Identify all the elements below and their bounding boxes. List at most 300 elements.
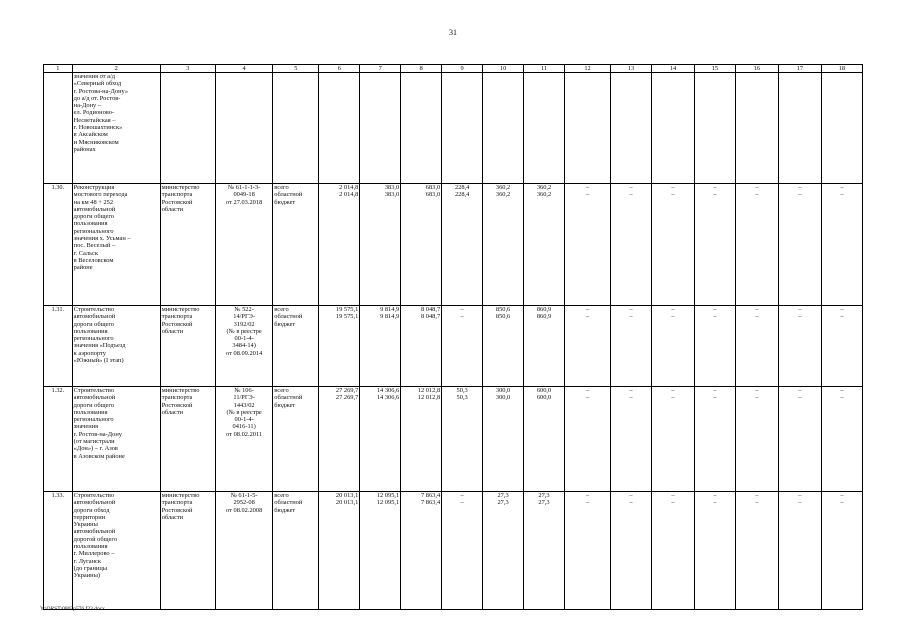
value-col8: [401, 184, 442, 306]
value-col8-line: 8 048,7: [421, 306, 441, 313]
executor: [160, 184, 215, 306]
object-name-line: дорогой общего: [73, 535, 118, 543]
value-col12: [564, 306, 610, 387]
value-col18-line: –: [840, 499, 844, 507]
value-col10-line: 850,6: [495, 313, 511, 321]
value-col18-line: –: [840, 492, 844, 499]
row-number: 1.32.: [44, 387, 73, 492]
object-name-line: мостового перехода: [73, 191, 128, 199]
value-col12-line: –: [585, 313, 590, 321]
name-line: Несветайская –: [73, 116, 116, 124]
executor-line: министерство: [161, 387, 200, 394]
value-col8-line: 12 012,8: [417, 387, 441, 394]
value-col9-line: –: [460, 313, 464, 321]
value-col9: [442, 306, 483, 387]
value-col17-line: –: [798, 499, 802, 507]
object-name-line: Строительство: [73, 492, 115, 499]
name-line: значения от а/д: [73, 73, 115, 80]
expert-document-line: (№ в реестре: [226, 408, 262, 416]
table-row: [44, 306, 863, 387]
value-col12-line: –: [585, 184, 590, 191]
value-col14-line: –: [671, 387, 675, 394]
value-col11-line: 360,2: [536, 184, 552, 191]
value-col7-line: 9 814,9: [380, 306, 400, 313]
value-col12: [564, 387, 610, 492]
expert-document-line: от 08.02.2011: [226, 430, 263, 438]
expert-document-line: 11/РГЭ-: [233, 394, 255, 402]
value-col16-line: –: [755, 306, 759, 313]
value-col7-line: 9 814,9: [380, 313, 400, 321]
object-name-line: пользования: [73, 543, 108, 551]
expert-document-line: от 27.03.2018: [226, 198, 263, 206]
executor-line: транспорта: [161, 313, 193, 321]
value-col17: [778, 184, 821, 306]
value-col14-line: –: [671, 191, 675, 199]
value-col12-line: –: [585, 492, 590, 499]
table-row: [44, 492, 863, 610]
continuation-row: [44, 73, 863, 184]
executor-line: Ростовской: [161, 506, 193, 514]
object-name: [72, 306, 160, 387]
value-col10-line: 360,2: [495, 184, 511, 191]
value-col6-line: 2 014,8: [339, 191, 359, 199]
expert-document-line: № 106-: [234, 387, 254, 394]
name-line: г. Новошахтинск»: [73, 124, 123, 132]
value-col6: [319, 184, 360, 306]
value-col15: [694, 306, 735, 387]
object-name-line: (от магистрали: [73, 438, 115, 446]
value-col8-line: 683,0: [425, 184, 441, 191]
object-name-line: дороги общего: [73, 401, 114, 409]
value-col14-line: –: [671, 394, 675, 402]
value-col6: [319, 387, 360, 492]
expert-document-line: № 522-: [234, 306, 254, 313]
funding-source-line: областной: [274, 313, 303, 321]
value-col10: [483, 387, 524, 492]
object-name-line: пользования: [73, 327, 108, 335]
column-header-4: 4: [215, 65, 272, 73]
object-name-line: в Азовском районе: [73, 452, 125, 460]
value-col9-line: 50,3: [456, 387, 468, 394]
value-col7: [360, 492, 401, 610]
value-col17-line: –: [798, 394, 802, 402]
value-col9-line: 50,3: [456, 394, 468, 402]
column-header-14: 14: [651, 65, 694, 73]
expert-document-line: 00-1-4-: [234, 335, 254, 343]
object-name-line: Строительство: [73, 387, 115, 394]
cell-num: [44, 73, 73, 184]
name-line: ел. Родионово-: [73, 109, 115, 117]
name-line: г. Ростова-на-Дону»: [73, 87, 129, 95]
value-col18-line: –: [840, 313, 844, 321]
expert-document-line: 00-1-4-: [234, 416, 254, 424]
value-col15: [694, 387, 735, 492]
value-col17-line: –: [798, 184, 802, 191]
value-col11: [524, 184, 565, 306]
value-col8-line: 7 863,4: [421, 492, 441, 499]
object-name-line: автомобильной: [73, 313, 116, 321]
value-col9-line: –: [460, 499, 464, 507]
value-col15-line: –: [713, 394, 717, 402]
value-col18-line: –: [840, 191, 844, 199]
value-col11: [524, 387, 565, 492]
funding-source-line: всего: [274, 306, 289, 313]
value-col13-line: –: [629, 394, 633, 402]
value-col12: [564, 184, 610, 306]
executor-line: министерство: [161, 184, 200, 191]
value-col17-line: –: [798, 191, 802, 199]
value-col13-line: –: [629, 499, 633, 507]
value-col14-line: –: [671, 499, 675, 507]
funding-source-line: областной: [274, 499, 303, 507]
name-line: и Мясниковском: [73, 138, 119, 146]
object-name-line: г. Луганск: [73, 557, 101, 565]
value-col11-line: 27,3: [538, 499, 550, 507]
name-line: «Северный обход: [73, 80, 122, 88]
object-name-line: значения: [73, 423, 99, 431]
executor-line: транспорта: [161, 499, 193, 507]
value-col11-line: 600,0: [536, 387, 552, 394]
value-col17-line: –: [798, 387, 802, 394]
value-col7-line: 14 306,6: [376, 394, 400, 402]
object-name-line: пользования: [73, 220, 108, 228]
object-name-line: автомобильной: [73, 205, 116, 213]
value-col6-line: 19 575,1: [335, 306, 359, 313]
executor-line: области: [161, 513, 184, 521]
value-col10: [483, 492, 524, 610]
object-name-line: дороги обход: [73, 506, 110, 514]
value-col9-line: 228,4: [454, 184, 470, 191]
object-name-line: в Веселовском: [73, 256, 114, 264]
column-header-13: 13: [611, 65, 652, 73]
value-col14: [651, 492, 694, 610]
value-col14: [651, 306, 694, 387]
object-name-line: территории: [73, 513, 106, 521]
footer-file-path: Y:\ORST\0807p576 f23.docx: [40, 606, 105, 612]
funding-source-line: всего: [274, 492, 289, 499]
object-name-line: г. Ростов-на-Дону: [73, 430, 122, 438]
object-name-line: автомобильной: [73, 499, 116, 507]
object-name-line: к аэропорту: [73, 349, 106, 357]
value-col6-line: 19 575,1: [335, 313, 359, 321]
value-col9: [442, 492, 483, 610]
value-col12-line: –: [585, 191, 590, 199]
executor-line: области: [161, 327, 184, 335]
value-col15-line: –: [713, 306, 717, 313]
value-col15: [694, 184, 735, 306]
column-header-15: 15: [694, 65, 735, 73]
expert-document-line: 2952-08: [233, 499, 255, 507]
value-col18-line: –: [840, 387, 844, 394]
funding-source: [273, 492, 319, 610]
expert-document: [215, 492, 272, 610]
value-col7-line: 383,0: [384, 184, 400, 191]
row-number: 1.30.: [44, 184, 73, 306]
value-col15-line: –: [713, 492, 717, 499]
value-col11: [524, 306, 565, 387]
executor-line: области: [161, 408, 184, 416]
name-line: на-Дону –: [73, 102, 102, 110]
object-name-line: «Дон») – г. Азов: [73, 445, 118, 453]
column-header-6: 6: [319, 65, 360, 73]
executor-line: Ростовской: [161, 320, 193, 328]
value-col8-line: 8 048,7: [421, 313, 441, 321]
expert-document-line: от 08.09.2014: [226, 349, 263, 357]
value-col6-line: 27 269,7: [335, 387, 359, 394]
value-col15-line: –: [713, 387, 717, 394]
executor: [160, 492, 215, 610]
value-col16: [735, 184, 778, 306]
value-col14-line: –: [671, 306, 675, 313]
object-name-line: значения х. Усьман –: [73, 235, 131, 243]
value-col6: [319, 306, 360, 387]
executor: [160, 387, 215, 492]
value-col14-line: –: [671, 313, 675, 321]
value-col12-line: –: [585, 387, 590, 394]
object-name: [72, 387, 160, 492]
value-col9-line: –: [460, 492, 464, 499]
object-name-line: пос. Веселый –: [73, 242, 116, 250]
object-name-line: регионального: [73, 227, 114, 235]
column-header-9: 9: [442, 65, 483, 73]
executor-line: Ростовской: [161, 198, 193, 206]
value-col15: [694, 492, 735, 610]
value-col12: [564, 492, 610, 610]
name-line: до а/д от. Ростов-: [73, 94, 121, 102]
funding-source-line: бюджет: [274, 506, 296, 514]
column-header-1: 1: [44, 65, 73, 73]
object-name-line: г. Миллерово –: [73, 550, 115, 558]
value-col11-line: 27,3: [538, 492, 550, 499]
column-header-3: 3: [160, 65, 215, 73]
cell-name-continued: [72, 73, 160, 184]
row-number: 1.33.: [44, 492, 73, 610]
funding-source: [273, 306, 319, 387]
value-col15-line: –: [713, 184, 717, 191]
value-col17-line: –: [798, 306, 802, 313]
value-col8-line: 683,0: [425, 191, 441, 199]
object-name-line: автомобильной: [73, 394, 116, 402]
object-name: [72, 492, 160, 610]
funding-source-line: областной: [274, 191, 303, 199]
value-col7-line: 12 095,1: [376, 499, 400, 507]
value-col10-line: 360,2: [495, 191, 511, 199]
page-number: 31: [449, 28, 457, 37]
column-header-12: 12: [564, 65, 610, 73]
value-col18: [821, 387, 862, 492]
value-col10-line: 300,0: [495, 394, 511, 402]
column-header-8: 8: [401, 65, 442, 73]
object-name: [72, 184, 160, 306]
expert-document-line: от 08.02.2008: [226, 506, 263, 514]
funding-source-line: всего: [274, 387, 289, 394]
value-col18: [821, 306, 862, 387]
value-col9: [442, 387, 483, 492]
value-col13-line: –: [629, 313, 633, 321]
value-col8: [401, 492, 442, 610]
value-col7: [360, 184, 401, 306]
expert-document: [215, 184, 272, 306]
header-row: [44, 65, 863, 73]
value-col6-line: 20 013,1: [335, 499, 359, 507]
value-col18: [821, 492, 862, 610]
row-number: 1.31.: [44, 306, 73, 387]
expert-document-line: 3192/02: [233, 320, 255, 328]
value-col16-line: –: [755, 184, 759, 191]
value-col11: [524, 492, 565, 610]
column-header-17: 17: [778, 65, 821, 73]
program-table: [43, 64, 863, 610]
funding-source: [273, 184, 319, 306]
object-name-line: (до границы: [73, 564, 108, 572]
column-header-5: 5: [273, 65, 319, 73]
funding-source-line: бюджет: [274, 401, 296, 409]
value-col10-line: 27,3: [497, 492, 509, 499]
value-col6: [319, 492, 360, 610]
value-col8-line: 12 012,8: [417, 394, 441, 402]
expert-document-line: 1443/02: [233, 401, 255, 409]
name-line: районах: [73, 145, 96, 153]
executor-line: министерство: [161, 492, 200, 499]
object-name-line: регионального: [73, 416, 114, 424]
value-col8: [401, 306, 442, 387]
value-col12-line: –: [585, 499, 590, 507]
value-col10: [483, 306, 524, 387]
name-line: в Аксайском: [73, 131, 108, 139]
value-col13: [611, 184, 652, 306]
table-row: [44, 184, 863, 306]
value-col13-line: –: [629, 387, 633, 394]
value-col7-line: 14 306,6: [376, 387, 400, 394]
value-col8: [401, 387, 442, 492]
value-col16-line: –: [755, 492, 759, 499]
value-col16-line: –: [755, 387, 759, 394]
value-col16-line: –: [755, 394, 759, 402]
value-col14-line: –: [671, 492, 675, 499]
expert-document-line: (№ в реестре: [226, 327, 262, 335]
executor-line: министерство: [161, 306, 200, 313]
value-col15-line: –: [713, 313, 717, 321]
value-col16-line: –: [755, 191, 759, 199]
value-col7: [360, 306, 401, 387]
value-col16-line: –: [755, 313, 759, 321]
column-header-7: 7: [360, 65, 401, 73]
object-name-line: дороги общего: [73, 320, 114, 328]
value-col11-line: 600,0: [536, 394, 552, 402]
value-col10-line: 850,6: [495, 306, 511, 313]
value-col17-line: –: [798, 313, 802, 321]
object-name-line: регионального: [73, 335, 114, 343]
value-col11-line: 860,9: [536, 306, 552, 313]
object-name-line: на км 48 + 252: [73, 198, 114, 206]
value-col14: [651, 387, 694, 492]
value-col13-line: –: [629, 191, 633, 199]
value-col7: [360, 387, 401, 492]
object-name-line: дороги общего: [73, 213, 114, 221]
object-name-line: пользования: [73, 408, 108, 416]
value-col16: [735, 492, 778, 610]
value-col6-line: 27 269,7: [335, 394, 359, 402]
value-col18: [821, 184, 862, 306]
object-name-line: Украины: [73, 521, 98, 529]
column-header-2: 2: [72, 65, 160, 73]
executor-line: транспорта: [161, 394, 193, 402]
value-col13: [611, 492, 652, 610]
column-header-18: 18: [821, 65, 862, 73]
value-col6-line: 2 014,8: [339, 184, 359, 191]
column-header-10: 10: [483, 65, 524, 73]
value-col17: [778, 306, 821, 387]
executor-line: области: [161, 205, 184, 213]
value-col13-line: –: [629, 492, 633, 499]
value-col18-line: –: [840, 394, 844, 402]
value-col16: [735, 306, 778, 387]
value-col13-line: –: [629, 184, 633, 191]
expert-document-line: 14/РГЭ-: [233, 313, 256, 321]
funding-source-line: областной: [274, 394, 303, 402]
executor: [160, 306, 215, 387]
value-col15-line: –: [713, 191, 717, 199]
value-col13: [611, 387, 652, 492]
value-col7-line: 12 095,1: [376, 492, 400, 499]
value-col14-line: –: [671, 184, 675, 191]
object-name-line: Строительство: [73, 306, 115, 313]
value-col17-line: –: [798, 492, 802, 499]
value-col9-line: 228,4: [454, 191, 470, 199]
object-name-line: Реконструкция: [73, 184, 115, 191]
value-col8-line: 7 863,4: [421, 499, 441, 507]
object-name-line: автомобильной: [73, 528, 116, 536]
funding-source-line: бюджет: [274, 198, 296, 206]
object-name-line: значения «Подъезд: [73, 342, 126, 350]
column-header-16: 16: [735, 65, 778, 73]
value-col16: [735, 387, 778, 492]
value-col10-line: 27,3: [497, 499, 509, 507]
table-row: [44, 387, 863, 492]
value-col6-line: 20 013,1: [335, 492, 359, 499]
object-name-line: Украины): [73, 572, 101, 580]
value-col10: [483, 184, 524, 306]
value-col15-line: –: [713, 499, 717, 507]
object-name-line: районе: [73, 264, 93, 272]
value-col18-line: –: [840, 306, 844, 313]
executor-line: транспорта: [161, 191, 193, 199]
value-col10-line: 300,0: [495, 387, 511, 394]
value-col13-line: –: [629, 306, 633, 313]
value-col14: [651, 184, 694, 306]
value-col17: [778, 492, 821, 610]
expert-document-line: № 61-1-5-: [230, 492, 258, 499]
funding-source-line: бюджет: [274, 320, 296, 328]
value-col13: [611, 306, 652, 387]
value-col16-line: –: [755, 499, 759, 507]
expert-document-line: 0416-11): [232, 423, 256, 431]
object-name-line: «Южный» (I этап): [73, 357, 124, 365]
value-col18-line: –: [840, 184, 844, 191]
object-name-line: г. Сальск: [73, 249, 98, 257]
funding-source: [273, 387, 319, 492]
expert-document-line: № 61-1-1-3-: [228, 184, 261, 191]
value-col11-line: 360,2: [536, 191, 552, 199]
value-col12-line: –: [585, 394, 590, 402]
value-col9-line: –: [460, 306, 464, 313]
expert-document-line: 0049-18: [233, 191, 255, 199]
column-header-11: 11: [524, 65, 565, 73]
executor-line: Ростовской: [161, 401, 193, 409]
funding-source-line: всего: [274, 184, 289, 191]
value-col7-line: 383,0: [384, 191, 400, 199]
value-col9: [442, 184, 483, 306]
